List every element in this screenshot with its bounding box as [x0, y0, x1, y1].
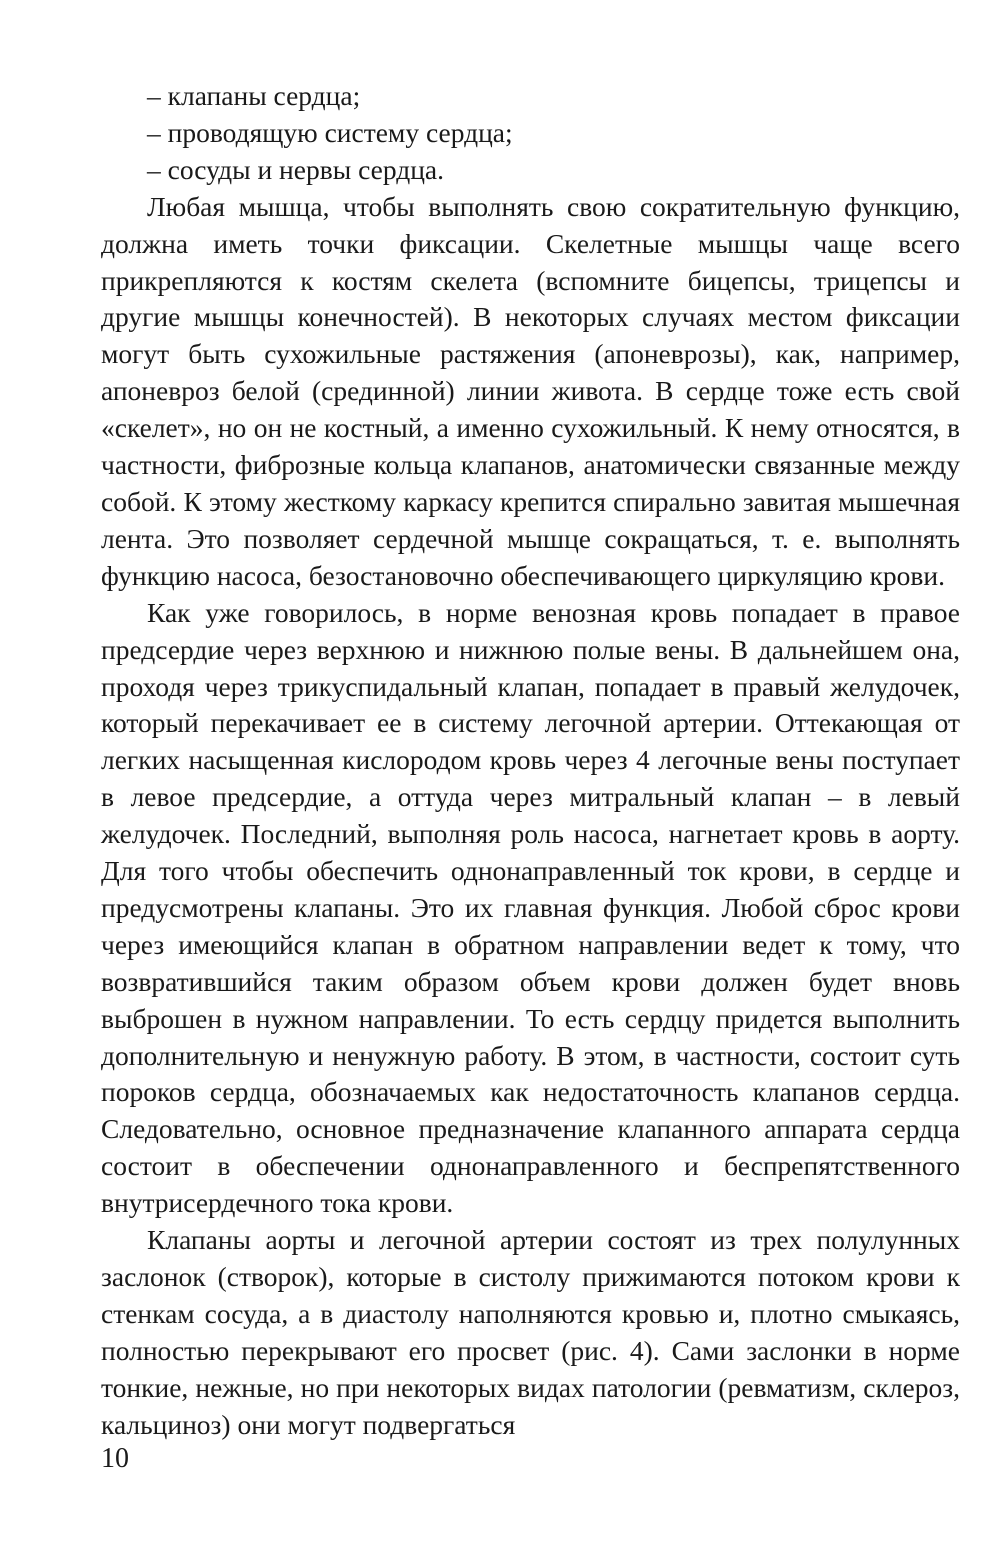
list-item-heart-valves: – клапаны сердца;	[147, 80, 361, 111]
paragraph-heart-skeleton: Любая мышца, чтобы выполнять свою сократительную функцию, должна иметь точки фиксации. Скелетные мышцы чаще всего прикрепляются к костям скелета (вспомните бицепсы, трицепсы и другие мышцы конечностей). В некоторых случаях местом фиксации могут быть сухожильные растяжения (апоневрозы), как, например, апоневроз белой (срединной) линии живота. В сердце тоже есть свой «скелет», но он не костный, а именно сухожильный. К нему относятся, в частности, фиброзные кольца клапанов, анатомически связанные между собой. К этому жесткому каркасу крепится спирально завитая мышечная лента. Это позволяет сердечной мышце сокращаться, т. е. выполнять функцию насоса, безостановочно обеспечивающего циркуляцию крови.	[101, 190, 960, 591]
page-number: 10	[101, 1443, 129, 1474]
list-item-vessels-nerves: – сосуды и нервы сердца.	[147, 153, 444, 185]
list-item-conduction-system: – проводящую систему сердца;	[147, 116, 513, 148]
paragraph-blood-circulation: Как уже говорилось, в норме венозная кровь попадает в правое предсердие через верхнюю и нижнюю полые вены. В дальнейшем она, проходя через трикуспидальный клапан, попадает в правый желудочек, который перекачивает ее в систему легочной артерии. Оттекающая от легких насыщенная кислородом кровь через 4 легочные вены поступает в левое предсердие, а оттуда через митральный клапан – в левый желудочек. Последний, выполняя роль насоса, нагнетает кровь в аорту. Для того чтобы обеспечить однонаправленный ток крови, в сердце и предусмотрены клапаны. Это их главная функция. Любой сброс крови через имеющийся клапан в обратном направлении ведет к тому, что возвратившийся таким образом объем крови должен будет вновь выброшен в нужном направлении. То есть сердцу придется выполнить дополнительную и ненужную работу. В этом, в частности, состоит суть пороков сердца, обозначаемых как недостаточность клапанов сердца. Следовательно, основное предназначение клапанного аппарата сердца состоит в обеспечении однонаправленного и беспрепятственного внутрисердечного тока крови.	[101, 596, 960, 1219]
body-text	[101, 78, 960, 1444]
paragraph-semilunar-valves: Клапаны аорты и легочной артерии состоят из трех полулунных заслонок (створок), которые в систолу прижимаются потоком крови к стенкам сосуда, а в диастолу наполняются кровью и, плотно смыкаясь, полностью перекрывают его просвет (рис. 4). Сами заслонки в норме тонкие, нежные, но при некоторых видах патологии (ревматизм, склероз, кальциноз) они могут подвергаться	[101, 1224, 960, 1440]
